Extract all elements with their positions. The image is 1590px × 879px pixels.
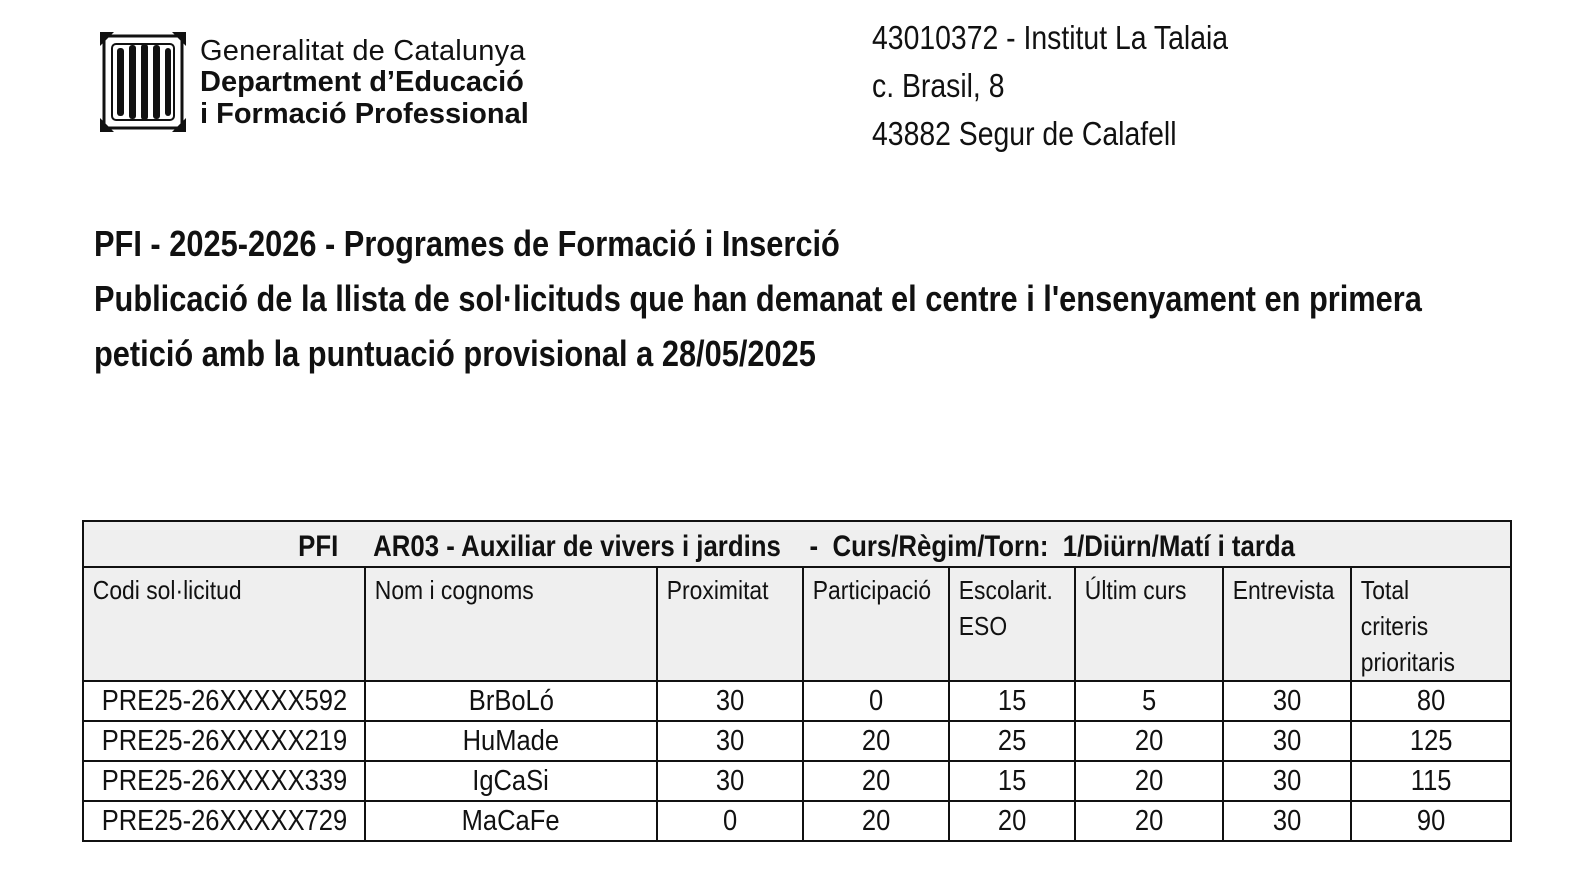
table-cell: 25	[949, 721, 1075, 761]
school-street: c. Brasil, 8	[872, 67, 1005, 104]
column-header: Total criteris prioritaris	[1351, 567, 1511, 681]
title-line-3: petició amb la puntuació provisional a 28/05/2025	[94, 333, 816, 374]
table-cell: 90	[1351, 801, 1511, 841]
table-caption	[83, 521, 1511, 567]
table-cell: 80	[1351, 681, 1511, 721]
table-row	[83, 761, 1511, 801]
org-name: Generalitat de Catalunya	[200, 35, 526, 67]
table-cell: 20	[1075, 801, 1223, 841]
table-caption-row	[83, 521, 1511, 567]
table-cell: PRE25-26XXXXX219	[83, 721, 365, 761]
table-cell: 30	[1223, 761, 1351, 801]
table-cell: 15	[949, 761, 1075, 801]
table-cell: 30	[657, 761, 803, 801]
column-header: Participació	[803, 567, 949, 681]
column-header: Nom i cognoms	[365, 567, 657, 681]
table-cell: 20	[1075, 721, 1223, 761]
table-cell: PRE25-26XXXXX592	[83, 681, 365, 721]
table-cell: 0	[657, 801, 803, 841]
column-header: Codi sol·licitud	[83, 567, 365, 681]
generalitat-logo	[98, 30, 529, 134]
column-header: Entrevista	[1223, 567, 1351, 681]
table-cell: 115	[1351, 761, 1511, 801]
results-table-wrapper	[82, 520, 1510, 842]
table-cell: 15	[949, 681, 1075, 721]
school-code-name: 43010372 - Institut La Talaia	[872, 19, 1229, 56]
table-cell: 20	[803, 761, 949, 801]
column-header: Escolarit. ESO	[949, 567, 1075, 681]
table-cell: 20	[949, 801, 1075, 841]
column-header: Proximitat	[657, 567, 803, 681]
table-cell: 125	[1351, 721, 1511, 761]
table-cell: HuMade	[365, 721, 657, 761]
table-cell: IgCaSi	[365, 761, 657, 801]
title-line-2: Publicació de la llista de sol·licituds que han demanat el centre i l'ensenyament en primera	[94, 278, 1422, 319]
table-cell: 20	[803, 721, 949, 761]
department-name-line1: Department d’Educació	[200, 66, 524, 99]
table-row	[83, 801, 1511, 841]
title-line-1: PFI - 2025-2026 - Programes de Formació i Inserció	[94, 223, 840, 264]
senyera-emblem-icon	[98, 30, 188, 134]
table-cell: 0	[803, 681, 949, 721]
table-cell: 30	[1223, 681, 1351, 721]
school-city: 43882 Segur de Calafell	[872, 115, 1177, 152]
table-row	[83, 681, 1511, 721]
table-cell: MaCaFe	[365, 801, 657, 841]
table-cell: 30	[1223, 721, 1351, 761]
document-title	[94, 216, 1428, 381]
table-row	[83, 721, 1511, 761]
department-name-line2: i Formació Professional	[200, 97, 529, 130]
table-header-row	[83, 567, 1511, 681]
table-cell: 30	[657, 721, 803, 761]
school-address	[872, 14, 1228, 158]
table-caption-text: PFI AR03 - Auxiliar de vivers i jardins - Curs/Règim/Torn: 1/Diürn/Matí i tarda	[298, 530, 1296, 563]
table-cell: PRE25-26XXXXX339	[83, 761, 365, 801]
table-cell: 20	[1075, 761, 1223, 801]
column-header: Últim curs	[1075, 567, 1223, 681]
table-cell: PRE25-26XXXXX729	[83, 801, 365, 841]
table-cell: 30	[1223, 801, 1351, 841]
results-table	[82, 520, 1512, 842]
table-cell: BrBoLó	[365, 681, 657, 721]
table-cell: 20	[803, 801, 949, 841]
table-cell: 30	[657, 681, 803, 721]
table-cell: 5	[1075, 681, 1223, 721]
